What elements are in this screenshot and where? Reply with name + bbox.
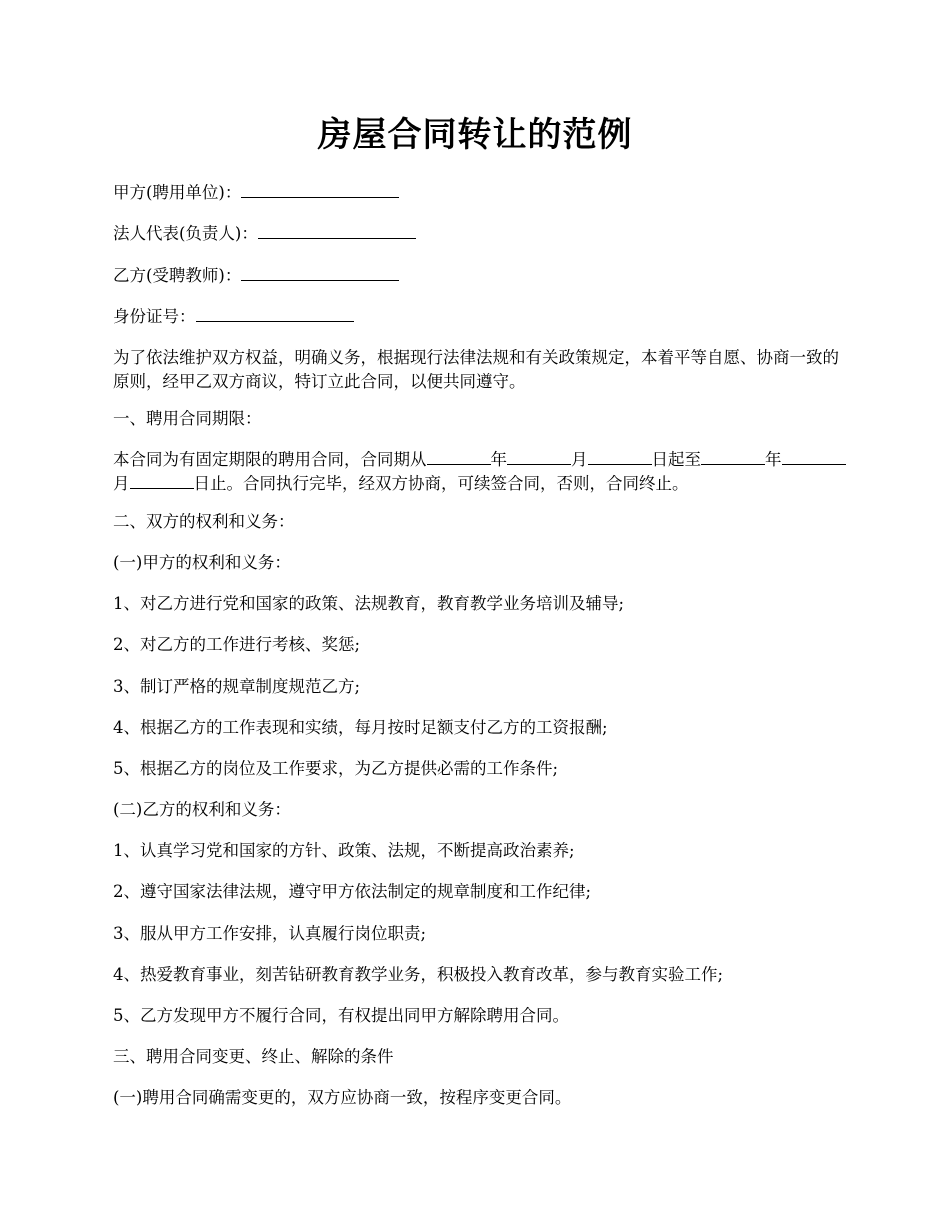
legal-rep-field (113, 222, 848, 246)
section1-term-paragraph (113, 448, 848, 496)
party-a-item: 3、制订严格的规章制度规范乙方; (113, 677, 361, 696)
id-number-blank (196, 305, 354, 322)
term-text-7: 日止。合同执行完毕，经双方协商，可续签合同，否则，合同终止。 (193, 474, 689, 493)
end-day-blank (130, 472, 194, 489)
section1-heading: 一、聘用合同期限： (113, 409, 262, 428)
party-b-item: 1、认真学习党和国家的方针、政策、法规，不断提高政治素养; (113, 841, 575, 860)
party-b-rights-heading: (二)乙方的权利和义务： (113, 800, 291, 819)
term-text-3: 月 (571, 450, 588, 469)
start-day-blank (588, 448, 652, 465)
preamble-paragraph: 为了依法维护双方权益，明确义务，根据现行法律法规和有关政策规定，本着平等自愿、协商一致的原则，经甲乙双方商议，特订立此合同，以便共同遵守。 (113, 348, 839, 391)
term-text-4: 日起至 (651, 450, 701, 469)
party-a-rights-heading: (一)甲方的权利和义务： (113, 553, 291, 572)
party-b-field (113, 264, 848, 288)
party-a-label: 甲方(聘用单位)： (113, 183, 242, 202)
id-number-label: 身份证号： (113, 307, 196, 326)
party-a-item: 1、对乙方进行党和国家的政策、法规教育，教育教学业务培训及辅导; (113, 594, 625, 613)
end-month-blank (782, 448, 846, 465)
term-text-1: 本合同为有固定期限的聘用合同，合同期从 (113, 450, 427, 469)
party-a-field (113, 181, 848, 205)
party-b-item: 2、遵守国家法律法规，遵守甲方依法制定的规章制度和工作纪律; (113, 882, 592, 901)
legal-rep-blank (258, 222, 416, 239)
party-b-item: 5、乙方发现甲方不履行合同，有权提出同甲方解除聘用合同。 (113, 1006, 569, 1025)
party-b-item: 4、热爱教育事业，刻苦钻研教育教学业务，积极投入教育改革，参与教育实验工作; (113, 965, 724, 984)
party-a-item: 5、根据乙方的岗位及工作要求，为乙方提供必需的工作条件; (113, 759, 559, 778)
party-b-item: 3、服从甲方工作安排，认真履行岗位职责; (113, 924, 427, 943)
party-a-blank (241, 181, 399, 198)
section2-heading: 二、双方的权利和义务： (113, 512, 295, 531)
term-text-5: 年 (765, 450, 782, 469)
document-title: 房屋合同转让的范例 (317, 115, 633, 155)
term-text-6: 月 (113, 474, 130, 493)
party-a-item: 2、对乙方的工作进行考核、奖惩; (113, 635, 361, 654)
party-a-item: 4、根据乙方的工作表现和实绩，每月按时足额支付乙方的工资报酬; (113, 718, 608, 737)
start-month-blank (507, 448, 571, 465)
term-text-2: 年 (490, 450, 507, 469)
legal-rep-label: 法人代表(负责人)： (113, 224, 258, 243)
start-year-blank (427, 448, 491, 465)
section3-heading: 三、聘用合同变更、终止、解除的条件 (113, 1047, 394, 1066)
party-b-blank (241, 264, 399, 281)
id-number-field (113, 305, 848, 329)
end-year-blank (701, 448, 765, 465)
party-b-label: 乙方(受聘教师)： (113, 266, 242, 285)
section3-item: (一)聘用合同确需变更的，双方应协商一致，按程序变更合同。 (113, 1088, 572, 1107)
